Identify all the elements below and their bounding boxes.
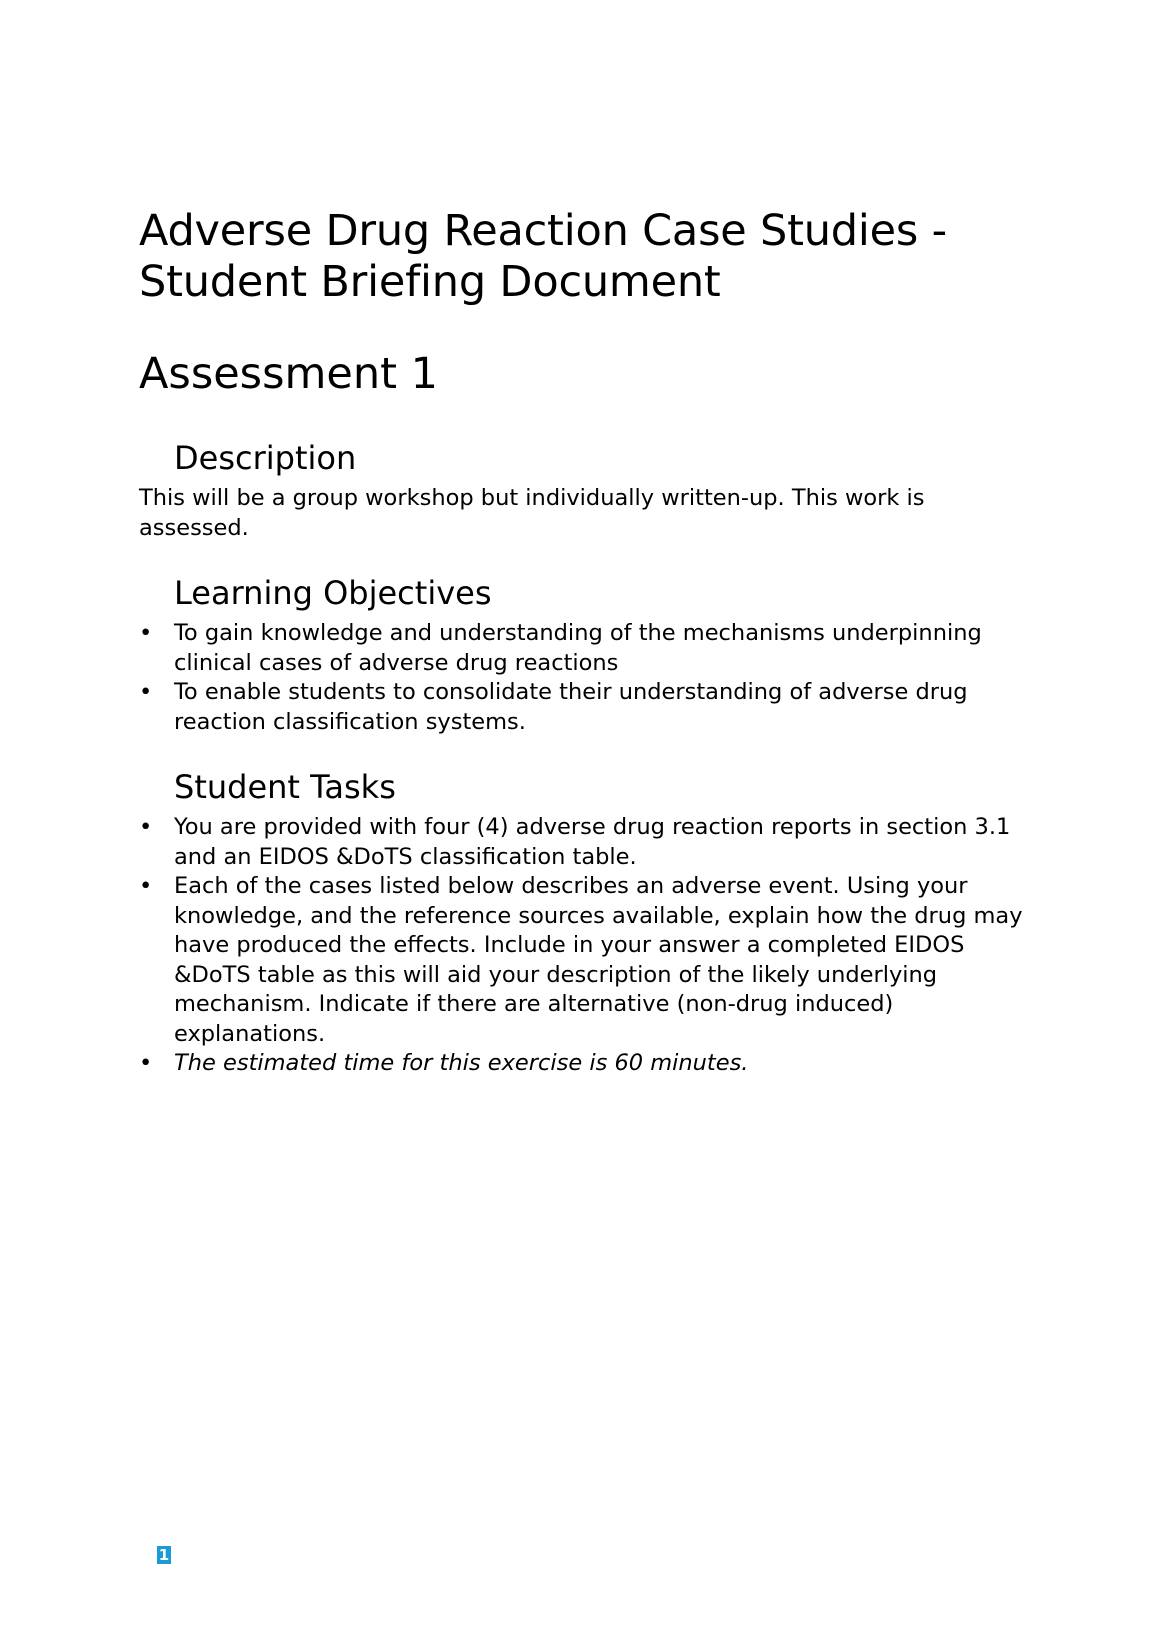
list-item: [139, 872, 1039, 1049]
bullet-icon: •: [139, 679, 153, 705]
list-item-text: Each of the cases listed below describes an adverse event. Using your knowledge, and the reference sources available, explain how the drug may have produced the effects. Include in your answer a completed EIDOS &DoTS table as this will aid your description of the likely underlying mechanism. Indicate if there are alternative (non-drug induced) explanations.: [174, 873, 1023, 1047]
list-item-text: The estimated time for this exercise is 60 minutes.: [174, 1050, 749, 1076]
student-tasks-list: [139, 813, 1039, 1079]
list-item: [139, 1049, 1039, 1079]
assessment-heading: Assessment 1: [139, 349, 438, 399]
bullet-icon: •: [139, 814, 153, 840]
document-body: [139, 206, 1039, 1079]
page-number-badge: 1: [158, 1546, 170, 1564]
learning-objectives-list: [139, 619, 1039, 737]
list-item: [139, 678, 1039, 737]
description-text: This will be a group workshop but individually written-up. This work is assessed.: [139, 485, 925, 541]
list-item-text: You are provided with four (4) adverse drug reaction reports in section 3.1 and an EIDOS &DoTS classification table.: [174, 814, 1011, 870]
bullet-icon: •: [139, 1050, 153, 1076]
bullet-icon: •: [139, 873, 153, 899]
student-tasks-heading: Student Tasks: [174, 768, 396, 806]
list-item: [139, 813, 1039, 872]
document-title: [139, 206, 1039, 308]
list-item-text: To enable students to consolidate their understanding of adverse drug reaction classification systems.: [174, 679, 968, 735]
description-heading: Description: [174, 439, 357, 477]
title-line-1: Adverse Drug Reaction Case Studies -: [139, 206, 947, 256]
bullet-icon: •: [139, 620, 153, 646]
list-item-text: To gain knowledge and understanding of the mechanisms underpinning clinical cases of adverse drug reactions: [174, 620, 982, 676]
title-line-2: Student Briefing Document: [139, 257, 721, 307]
learning-objectives-heading: Learning Objectives: [174, 574, 492, 612]
list-item: [139, 619, 1039, 678]
